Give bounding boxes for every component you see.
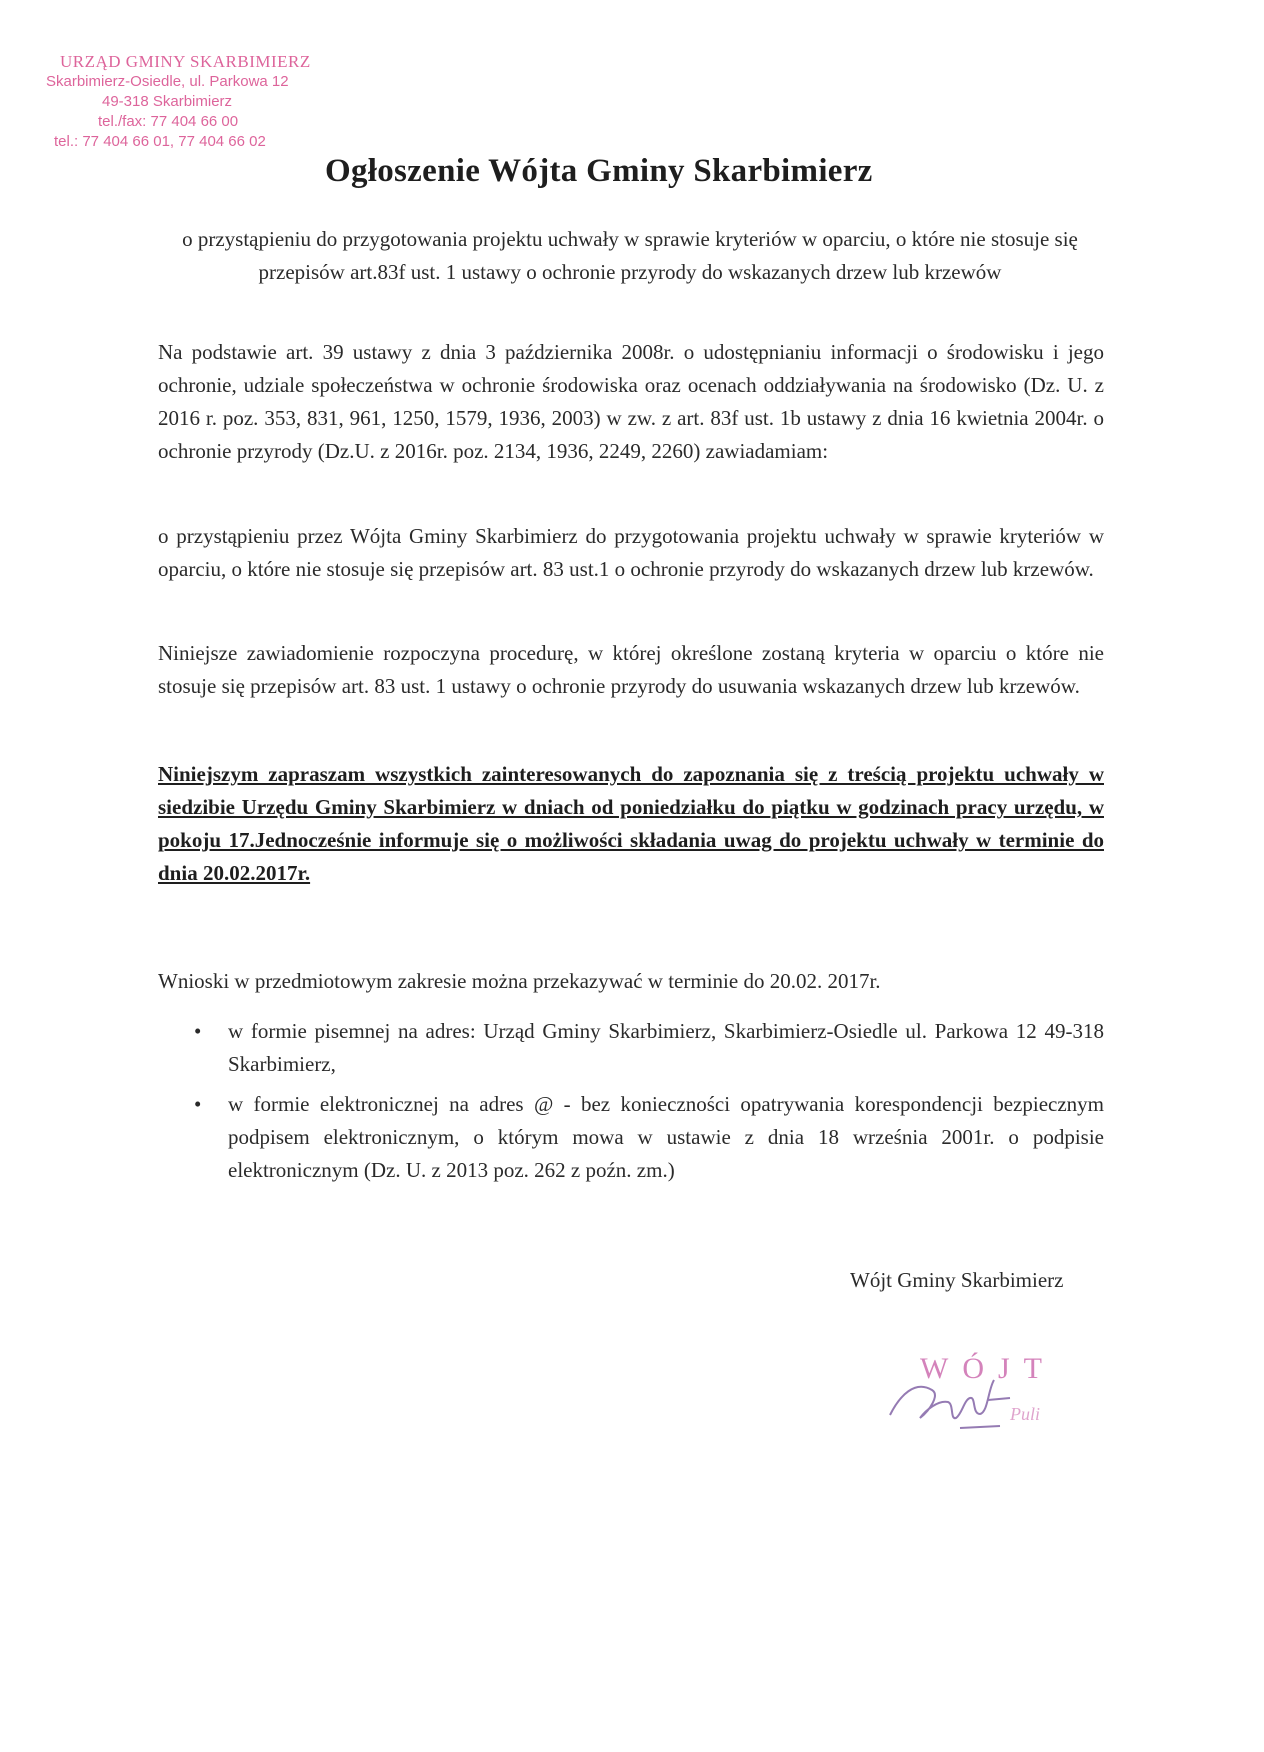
document-title: Ogłoszenie Wójta Gminy Skarbimierz	[325, 153, 873, 189]
bullet-icon: •	[194, 1092, 202, 1116]
stamp-line-address: Skarbimierz-Osiedle, ul. Parkowa 12	[46, 73, 289, 90]
list-item	[158, 1088, 1104, 1187]
signature-stamp	[860, 1340, 1070, 1450]
paragraph-announcement: o przystąpieniu przez Wójta Gminy Skarbimierz do przygotowania projektu uchwały w sprawie kryteriów w oparciu, o które nie stosuje się przepisów art. 83 ust.1 o ochronie przyrody do wskazanych drzew lub krzewów.	[158, 524, 1104, 581]
office-stamp	[44, 52, 324, 152]
list-item-text: w formie elektronicznej na adres @ - bez konieczności opatrywania korespondencji bezpiecznym podpisem elektronicznym, o którym mowa w ustawie z dnia 18 września 2001r. o podpisie elektronicznym (Dz. U. z 2013 poz. 262 z poźn. zm.)	[228, 1092, 1104, 1182]
document-subtitle: o przystąpieniu do przygotowania projektu uchwały w sprawie kryteriów w oparciu, o które nie stosuje się przepisów art.83f ust. 1 ustawy o ochronie przyrody do wskazanych drzew lub krzewów	[182, 227, 1078, 284]
bullet-icon: •	[194, 1019, 202, 1043]
paragraph-invitation: Niniejszym zapraszam wszystkich zainteresowanych do zapoznania się z treścią projektu uchwały w siedzibie Urzędu Gminy Skarbimierz w dniach od poniedziałku do piątku w godzinach pracy urzędu, w pokoju 17.Jednocześnie informuje się o możliwości składania uwag do projektu uchwały w terminie do dnia 20.02.2017r.	[158, 762, 1104, 885]
stamp-line-office: URZĄD GMINY SKARBIMIERZ	[60, 52, 311, 71]
paragraph-submissions-intro: Wnioski w przedmiotowym zakresie można przekazywać w terminie do 20.02. 2017r.	[158, 969, 881, 993]
stamp-line-phone: tel.: 77 404 66 01, 77 404 66 02	[54, 133, 266, 150]
list-item-text: w formie pisemnej na adres: Urząd Gminy Skarbimierz, Skarbimierz-Osiedle ul. Parkowa 12 49-318 Skarbimierz,	[228, 1019, 1104, 1076]
list-item	[158, 1015, 1104, 1081]
submission-methods-list	[158, 1015, 1104, 1194]
stamp-heading: WÓJT	[920, 1352, 1056, 1385]
paragraph-legal-basis: Na podstawie art. 39 ustawy z dnia 3 października 2008r. o udostępnianiu informacji o środowisku i jego ochronie, udziale społeczeństwa w ochronie środowiska oraz ocenach oddziaływania na środowisko (Dz. U. z 2016 r. poz. 353, 831, 961, 1250, 1579, 1936, 2003) w zw. z art. 83f ust. 1b ustawy z dnia 16 kwietnia 2004r. o ochronie przyrody (Dz.U. z 2016r. poz. 2134, 1936, 2249, 2260) zawiadamiam:	[158, 340, 1104, 463]
paragraph-procedure: Niniejsze zawiadomienie rozpoczyna procedurę, w której określone zostaną kryteria w oparciu o które nie stosuje się przepisów art. 83 ust. 1 ustawy o ochronie przyrody do usuwania wskazanych drzew lub krzewów.	[158, 641, 1104, 698]
handwritten-signature-icon	[890, 1380, 1010, 1428]
signature-label: Wójt Gminy Skarbimierz	[850, 1268, 1064, 1292]
stamp-line-fax: tel./fax: 77 404 66 00	[98, 113, 239, 130]
stamp-name: Puli	[1010, 1404, 1040, 1424]
stamp-line-postcode: 49-318 Skarbimierz	[102, 93, 233, 110]
